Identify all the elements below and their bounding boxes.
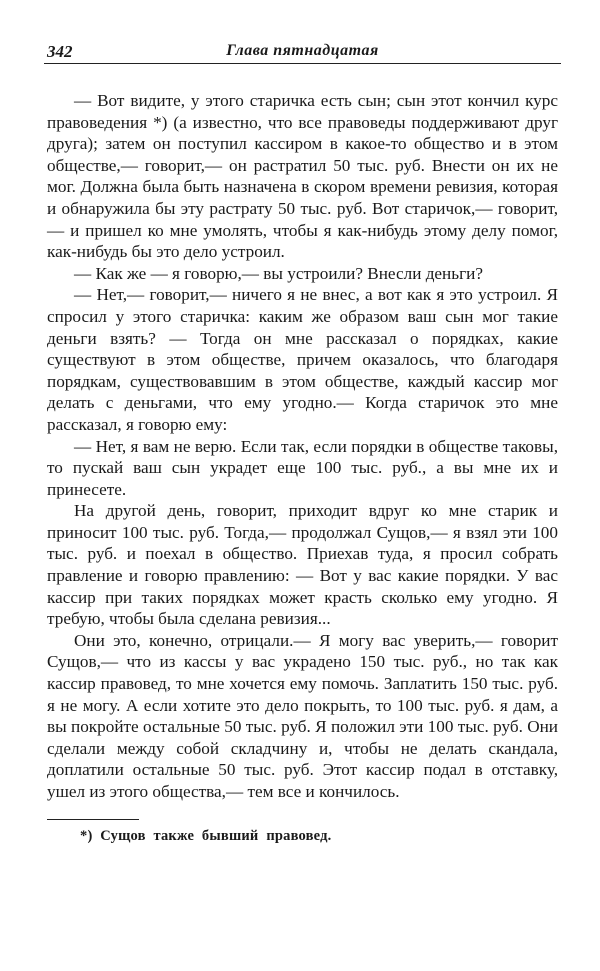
paragraph: — Как же — я говорю,— вы устроили? Внесли деньги? [74, 263, 483, 283]
footnote-rule [47, 819, 139, 820]
footnote: *) Сущов также бывший правовед. [80, 827, 332, 844]
header-rule [44, 63, 561, 64]
paragraph: — Нет, я вам не верю. Если так, если порядки в обществе таковы, то пускай ваш сын украдет еще 100 тыс. руб., а вы мне их и принесете. [47, 436, 558, 499]
paragraph: На другой день, говорит, приходит вдруг ко мне старик и приносит 100 тыс. руб. Тогда,— продолжал Сущов,— я взял эти 100 тыс. руб. и поехал в общество. Приехав туда, я просил собрать правление и говорю правлению: — Вот у вас какие порядки. У вас кассир при таких порядках может красть сколько ему угодно. Я требую, чтобы была сделана ревизия... [47, 501, 558, 629]
paragraph: — Нет,— говорит,— ничего я не внес, а вот как я это устроил. Я спросил у этого старичка: каким же образом ваш сын мог такие деньги взять? — Тогда он мне рассказал о порядках, какие существуют в этом обществе, причем оказалось, что благодаря порядкам, существовавшим в этом обществе, каждый кассир мог делать с деньгами, что ему угодно.— Когда старичок это мне рассказал, я говорю ему: [47, 285, 558, 434]
running-head [47, 40, 558, 64]
book-page [47, 40, 558, 845]
body-text [47, 90, 558, 803]
page-number: 342 [47, 42, 73, 61]
chapter-title: Глава пятнадцатая [226, 42, 379, 59]
paragraph: — Вот видите, у этого старичка есть сын; сын этот кончил курс правоведения *) (а известно, что все правоведы поддерживают друг друга); затем он поступил кассиром в какое-то общество и в этом обществе,— говорит,— он растратил 50 тыс. руб. Внести он их не мог. Должна была быть назначена в скором времени ревизия, которая и обнаружила бы эту растрату 50 тыс. руб. Вот старичок,— говорит,— и пришел ко мне умолять, чтобы я как-нибудь этому делу помог, как-нибудь бы это дело устроил. [47, 91, 558, 262]
paragraph: Они это, конечно, отрицали.— Я могу вас уверить,— говорит Сущов,— что из кассы у вас украдено 150 тыс. руб., но так как кассир правовед, то мне хочется ему помочь. Заплатить 150 тыс. руб. я не могу. А если хотите это дело покрыть, то 100 тыс. руб. я дам, а вы покройте остальные 50 тыс. руб. Я положил эти 100 тыс. руб. Они сделали между собой складчину и, чтобы не делать скандала, доплатили остальные 50 тыс. руб. Этот кассир подал в отставку, ушел из этого общества,— тем все и кончилось. [47, 630, 558, 801]
